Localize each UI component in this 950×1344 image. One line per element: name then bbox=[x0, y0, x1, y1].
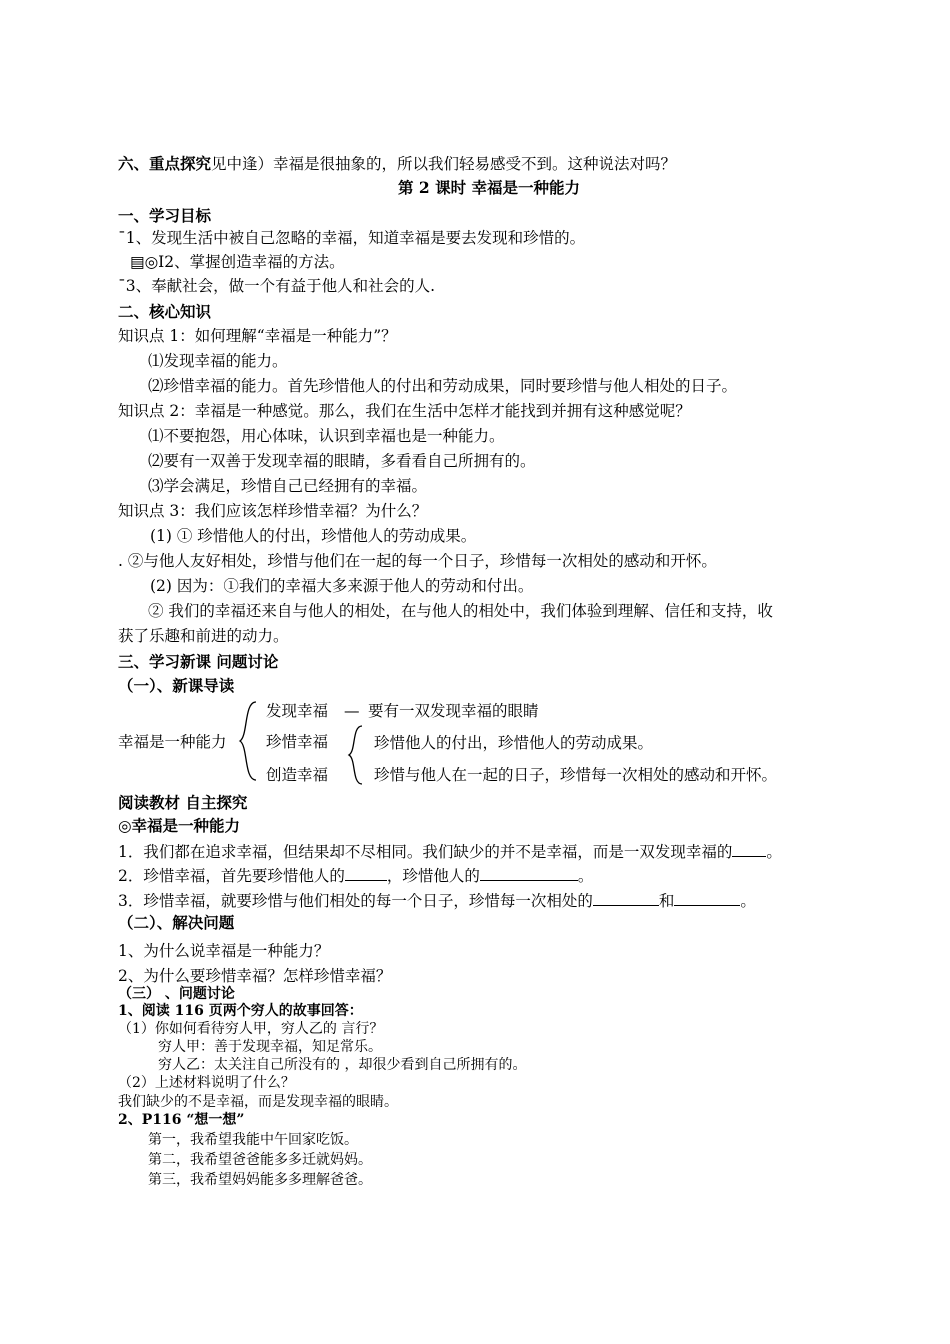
discussion-item-2: 2、P116 “想一想” bbox=[118, 1112, 245, 1128]
subsection-guide-heading: （一）、新课导读 bbox=[118, 676, 235, 695]
objective-item: ˉ1、发现生活中被自己忽略的幸福，知道幸福是要去发现和珍惜的。 bbox=[118, 229, 586, 247]
diagram-branch-create: 创造幸福 bbox=[266, 766, 329, 784]
wish-item: 第二，我希望爸爸能多多迁就妈妈。 bbox=[148, 1152, 372, 1168]
knowledge-point: 知识点 2：幸福是一种感觉。那么，我们在生活中怎样才能找到并拥有这种感觉呢？ bbox=[118, 402, 691, 420]
discussion-answer: 我们缺少的不是幸福，而是发现幸福的眼睛。 bbox=[118, 1094, 398, 1110]
diagram-dash: — bbox=[344, 702, 360, 720]
subsection-discussion-heading: （三） 、问题讨论 bbox=[118, 986, 235, 1002]
diagram-cherish-note-1: 珍惜他人的付出，珍惜他人的劳动成果。 bbox=[374, 734, 654, 752]
discussion-question: （2）上述材料说明了什么？ bbox=[118, 1075, 295, 1091]
objective-item: ˉ3、奉献社会，做一个有益于他人和社会的人. bbox=[118, 277, 436, 295]
lesson-title: 第 2 课时 幸福是一种能力 bbox=[398, 178, 580, 197]
diagram-branch-cherish: 珍惜幸福 bbox=[266, 733, 329, 751]
read-textbook-heading: 阅读教材 自主探究 bbox=[118, 793, 248, 812]
diagram-cherish-note-2: 珍惜与他人在一起的日子，珍惜每一次相处的感动和开怀。 bbox=[374, 766, 778, 784]
section-new-lesson-heading: 三、学习新课 问题讨论 bbox=[118, 652, 279, 671]
knowledge-item: ② 我们的幸福还来自与他人的相处，在与他人的相处中，我们体验到理解、信任和支持，收 bbox=[148, 602, 773, 620]
knowledge-item: (2) 因为：①我们的幸福大多来源于他人的劳动和付出。 bbox=[150, 577, 534, 595]
answer-blank[interactable] bbox=[345, 866, 387, 881]
knowledge-item: ⑴发现幸福的能力。 bbox=[148, 352, 288, 370]
fill-question-2: 2．珍惜幸福，首先要珍惜他人的 ，珍惜他人的 。 bbox=[118, 867, 594, 885]
knowledge-item: ⑶学会满足，珍惜自己已经拥有的幸福。 bbox=[148, 477, 428, 495]
diagram-branch-discover: 发现幸福 bbox=[266, 702, 329, 720]
subsection-solve-heading: （二）、解决问题 bbox=[118, 913, 235, 932]
knowledge-item: (1) ① 珍惜他人的付出，珍惜他人的劳动成果。 bbox=[150, 527, 477, 545]
knowledge-item: ⑵珍惜幸福的能力。首先珍惜他人的付出和劳动成果，同时要珍惜与他人相处的日子。 bbox=[148, 377, 738, 395]
wish-item: 第三，我希望妈妈能多多理解爸爸。 bbox=[148, 1172, 372, 1188]
knowledge-point: 知识点 1：如何理解“幸福是一种能力”？ bbox=[118, 327, 397, 345]
diagram-brace-main bbox=[236, 700, 260, 782]
wish-item: 第一，我希望我能中午回家吃饭。 bbox=[148, 1132, 358, 1148]
answer-blank[interactable] bbox=[674, 891, 740, 906]
diagram-root: 幸福是一种能力 bbox=[118, 733, 227, 751]
problem-item: 2、为什么要珍惜幸福？怎样珍惜幸福？ bbox=[118, 967, 392, 985]
discussion-question: （1）你如何看待穷人甲，穷人乙的 言行？ bbox=[118, 1021, 384, 1037]
diagram-discover-note: 要有一双发现幸福的眼睛 bbox=[368, 702, 539, 720]
problem-item: 1、为什么说幸福是一种能力？ bbox=[118, 942, 330, 960]
objective-item: ▤◎Ⅰ2、掌握创造幸福的方法。 bbox=[130, 253, 345, 271]
fill-question-3: 3．珍惜幸福，就要珍惜与他们相处的每一个日子，珍惜每一次相处的 和 。 bbox=[118, 892, 756, 910]
answer-blank[interactable] bbox=[732, 842, 766, 857]
ability-heading: ◎幸福是一种能力 bbox=[118, 816, 241, 835]
knowledge-item: ⑵要有一双善于发现幸福的眼睛，多看看自己所拥有的。 bbox=[148, 452, 536, 470]
knowledge-item: 获了乐趣和前进的动力。 bbox=[118, 627, 289, 645]
focus-question-label: 六、重点探究 bbox=[118, 154, 212, 173]
fill-question-1: 1．我们都在追求幸福，但结果却不尽相同。我们缺少的并不是幸福，而是一双发现幸福的 。 bbox=[118, 843, 782, 861]
answer-blank[interactable] bbox=[480, 866, 578, 881]
answer-blank[interactable] bbox=[593, 891, 659, 906]
discussion-answer: 穷人甲：善于发现幸福，知足常乐。 bbox=[158, 1039, 382, 1055]
knowledge-point: 知识点 3：我们应该怎样珍惜幸福？为什么？ bbox=[118, 502, 428, 520]
knowledge-item: ⑴不要抱怨，用心体味，认识到幸福也是一种能力。 bbox=[148, 427, 505, 445]
section-objectives-heading: 一、学习目标 bbox=[118, 206, 212, 225]
knowledge-item: . ②与他人友好相处，珍惜与他们在一起的每一个日子，珍惜每一次相处的感动和开怀。 bbox=[118, 552, 717, 570]
discussion-answer: 穷人乙：太关注自己所没有的 ，却很少看到自己所拥有的。 bbox=[158, 1057, 527, 1073]
section-core-heading: 二、核心知识 bbox=[118, 302, 212, 321]
diagram-brace-cherish bbox=[346, 724, 366, 786]
focus-question-line bbox=[118, 154, 676, 174]
discussion-item-1: 1、阅读 116 页两个穷人的故事回答： bbox=[118, 1003, 363, 1019]
focus-question-text: 见中逢）幸福是很抽象的，所以我们轻易感受不到。这种说法对吗？ bbox=[211, 155, 677, 173]
